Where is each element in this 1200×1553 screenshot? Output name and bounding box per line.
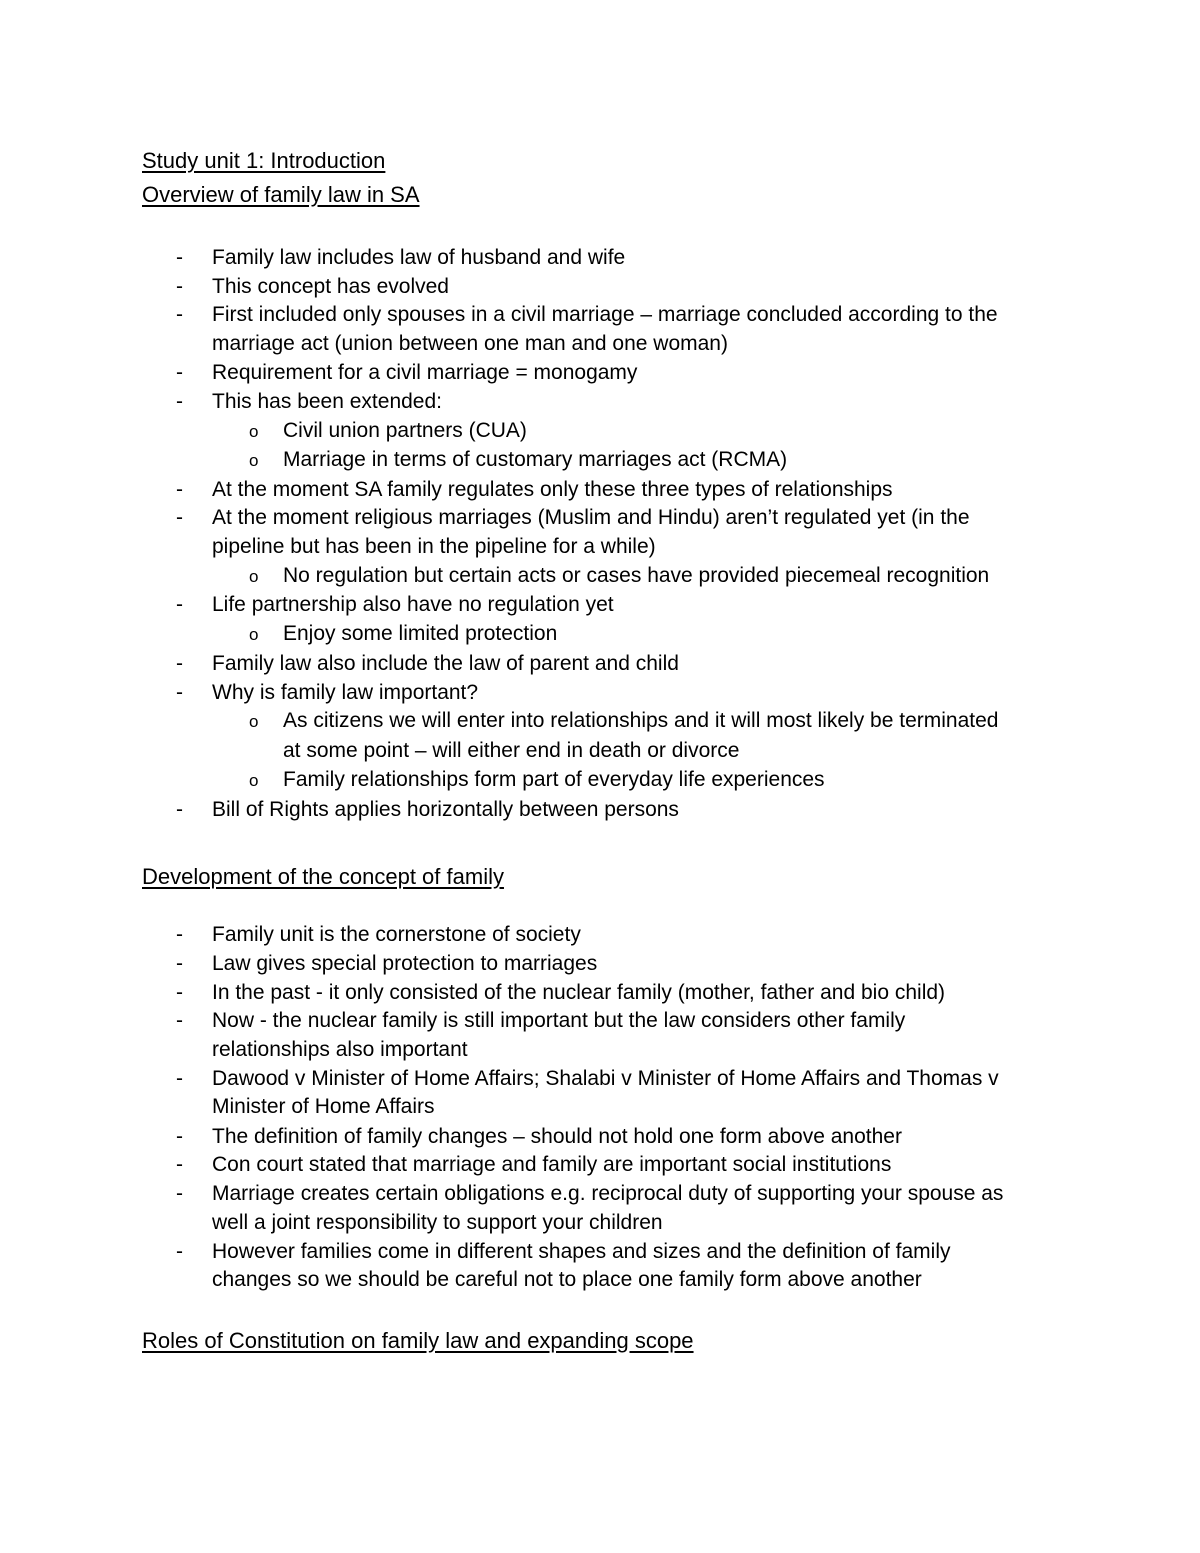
dash-bullet: - bbox=[176, 1153, 183, 1176]
sub-list-item: Marriage in terms of customary marriages act (RCMA) bbox=[283, 448, 788, 471]
list-item: Family unit is the cornerstone of society bbox=[212, 923, 581, 946]
sub-list-item: Civil union partners (CUA) bbox=[283, 419, 527, 442]
dash-bullet: - bbox=[176, 952, 183, 975]
dash-bullet: - bbox=[176, 681, 183, 704]
development-heading: Development of the concept of family bbox=[142, 864, 504, 889]
list-item-continuation: changes so we should be careful not to place one family form above another bbox=[212, 1268, 922, 1291]
dash-bullet: - bbox=[176, 981, 183, 1004]
circle-bullet: o bbox=[249, 422, 259, 441]
sub-list-item: As citizens we will enter into relationships and it will most likely be terminated bbox=[283, 709, 999, 732]
dash-bullet: - bbox=[176, 652, 183, 675]
list-item: First included only spouses in a civil marriage – marriage concluded according to the bbox=[212, 303, 998, 326]
list-item: At the moment religious marriages (Muslim and Hindu) aren’t regulated yet (in the bbox=[212, 506, 970, 529]
list-item: Family law also include the law of parent and child bbox=[212, 652, 679, 675]
dash-bullet: - bbox=[176, 923, 183, 946]
dash-bullet: - bbox=[176, 361, 183, 384]
dash-bullet: - bbox=[176, 1125, 183, 1148]
list-item: This concept has evolved bbox=[212, 275, 449, 298]
list-item: Dawood v Minister of Home Affairs; Shalabi v Minister of Home Affairs and Thomas v bbox=[212, 1067, 999, 1090]
dash-bullet: - bbox=[176, 593, 183, 616]
circle-bullet: o bbox=[249, 712, 259, 731]
list-item: Law gives special protection to marriages bbox=[212, 952, 598, 975]
circle-bullet: o bbox=[249, 625, 259, 644]
dash-bullet: - bbox=[176, 1067, 183, 1090]
list-item-continuation: marriage act (union between one man and one woman) bbox=[212, 332, 728, 355]
list-item: The definition of family changes – should not hold one form above another bbox=[212, 1125, 902, 1148]
dash-bullet: - bbox=[176, 506, 183, 529]
list-item: At the moment SA family regulates only these three types of relationships bbox=[212, 478, 893, 501]
dash-bullet: - bbox=[176, 478, 183, 501]
sub-list-item: Family relationships form part of everyday life experiences bbox=[283, 768, 825, 791]
dash-bullet: - bbox=[176, 1009, 183, 1032]
list-item: Requirement for a civil marriage = monogamy bbox=[212, 361, 638, 384]
list-item: Family law includes law of husband and wife bbox=[212, 246, 626, 269]
list-item: This has been extended: bbox=[212, 390, 442, 413]
dash-bullet: - bbox=[176, 1182, 183, 1205]
list-item: Bill of Rights applies horizontally between persons bbox=[212, 798, 679, 821]
list-item: Marriage creates certain obligations e.g. reciprocal duty of supporting your spouse as bbox=[212, 1182, 1004, 1205]
list-item: Con court stated that marriage and family are important social institutions bbox=[212, 1153, 892, 1176]
sub-list-item-continuation: at some point – will either end in death or divorce bbox=[283, 739, 740, 762]
list-item: Life partnership also have no regulation yet bbox=[212, 593, 614, 616]
roles-heading: Roles of Constitution on family law and expanding scope bbox=[142, 1328, 694, 1353]
dash-bullet: - bbox=[176, 303, 183, 326]
circle-bullet: o bbox=[249, 451, 259, 470]
list-item-continuation: well a joint responsibility to support your children bbox=[212, 1211, 663, 1234]
dash-bullet: - bbox=[176, 275, 183, 298]
dash-bullet: - bbox=[176, 798, 183, 821]
sub-list-item: No regulation but certain acts or cases have provided piecemeal recognition bbox=[283, 564, 990, 587]
dash-bullet: - bbox=[176, 390, 183, 413]
sub-list-item: Enjoy some limited protection bbox=[283, 622, 558, 645]
dash-bullet: - bbox=[176, 1240, 183, 1263]
dash-bullet: - bbox=[176, 246, 183, 269]
list-item: However families come in different shapes and sizes and the definition of family bbox=[212, 1240, 951, 1263]
list-item: Now - the nuclear family is still important but the law considers other family bbox=[212, 1009, 906, 1032]
list-item-continuation: pipeline but has been in the pipeline for a while) bbox=[212, 535, 656, 558]
overview-heading: Overview of family law in SA bbox=[142, 182, 420, 207]
circle-bullet: o bbox=[249, 771, 259, 790]
list-item-continuation: Minister of Home Affairs bbox=[212, 1095, 435, 1118]
list-item: Why is family law important? bbox=[212, 681, 479, 704]
study-unit-title: Study unit 1: Introduction bbox=[142, 148, 386, 173]
circle-bullet: o bbox=[249, 567, 259, 586]
list-item-continuation: relationships also important bbox=[212, 1038, 468, 1061]
list-item: In the past - it only consisted of the nuclear family (mother, father and bio child) bbox=[212, 981, 946, 1004]
